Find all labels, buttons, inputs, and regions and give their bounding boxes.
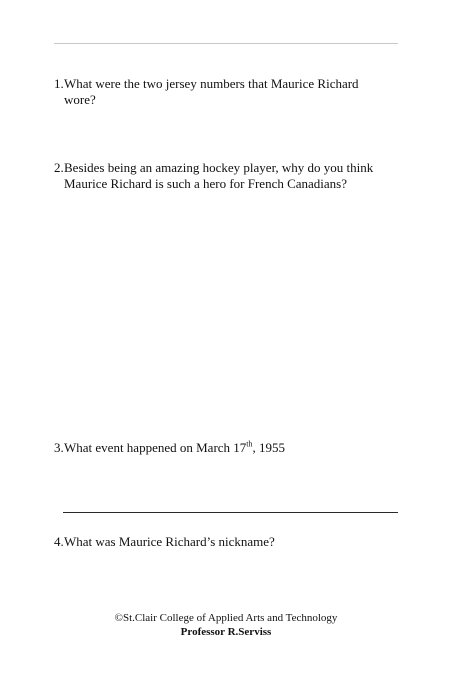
question-text — [64, 160, 404, 192]
question-line: What was Maurice Richard’s nickname? — [64, 534, 275, 549]
question-line: Maurice Richard is such a hero for French Canadians? — [64, 176, 348, 191]
question-3 — [54, 440, 404, 456]
question-text — [64, 76, 404, 108]
top-divider — [54, 43, 398, 44]
ordinal-superscript: th — [246, 439, 253, 449]
question-line: Besides being an amazing hockey player, why do you think — [64, 160, 374, 175]
question-2 — [54, 160, 404, 192]
question-number: 2. — [54, 160, 64, 175]
question-number: 4. — [54, 534, 64, 549]
question-text-after: , 1955 — [252, 440, 286, 455]
answer-line — [63, 512, 398, 513]
question-number: 3. — [54, 440, 64, 455]
question-4 — [54, 534, 404, 550]
question-text-before: What event happened on March 17 — [64, 440, 247, 455]
question-text — [64, 440, 404, 456]
question-text — [64, 534, 404, 550]
question-line: wore? — [64, 92, 96, 107]
footer — [0, 611, 452, 639]
question-1 — [54, 76, 404, 108]
professor-name: Professor R.Serviss — [180, 626, 272, 638]
question-line: What were the two jersey numbers that Maurice Richard — [64, 76, 359, 91]
question-number: 1. — [54, 76, 64, 91]
copyright-text: ©St.Clair College of Applied Arts and Technology — [114, 612, 338, 624]
